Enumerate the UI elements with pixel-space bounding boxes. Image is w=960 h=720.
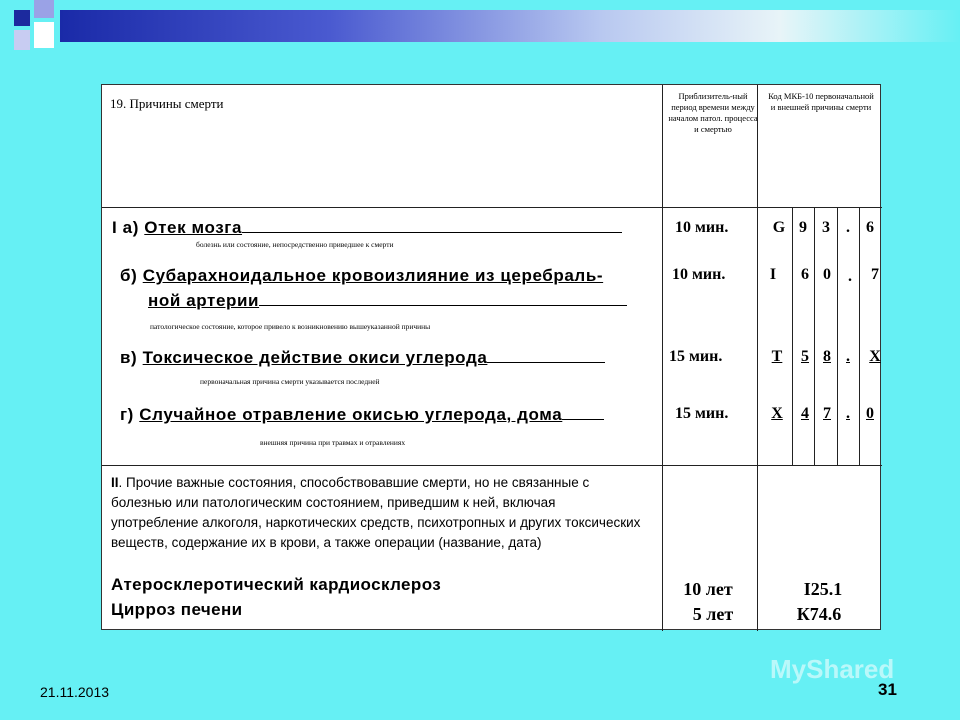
slide-date: 21.11.2013 — [40, 684, 110, 700]
row-a-code-2: 9 — [799, 219, 807, 236]
decor-square — [14, 30, 30, 50]
other-period-2: 5 лет — [692, 604, 734, 624]
divider — [814, 207, 815, 465]
row-c-code-1: T — [771, 348, 783, 365]
divider — [757, 85, 758, 631]
row-a-diagnosis: I а) Отек мозга — [112, 218, 622, 238]
title-gradient-bar — [60, 10, 960, 42]
period-header: Приблизитель-ный период времени между началом патол. процесса и смертью — [668, 91, 758, 134]
row-c-diagnosis: в) Токсическое действие окиси углерода — [120, 348, 605, 368]
slide-number: 31 — [878, 680, 897, 699]
decor-square — [34, 0, 54, 18]
row-b-code-3: 0 — [823, 266, 831, 283]
row-c-note: первоначальная причина смерти указывается последней — [200, 377, 380, 386]
icd-header: Код МКБ-10 первоначальной и внешней причины смерти — [768, 91, 874, 112]
other-conditions-text: II. Прочие важные состояния, способствовавшие смерти, но не связанные с болезнью или патологическим состоянием, приведшим к ней, включая употребление алкоголя, наркотических средств, психотропных и других токсических веществ, содержание их в крови, а также операции (название, дата) — [111, 475, 641, 550]
death-certificate-form — [101, 84, 881, 630]
row-a-note: болезнь или состояние, непосредственно приведшее к смерти — [196, 240, 394, 249]
row-a-code-dot: . — [846, 219, 850, 236]
row-c-period: 15 мин. — [669, 348, 723, 365]
decor-square — [34, 22, 54, 48]
row-d-code-dot: . — [846, 405, 850, 422]
row-c-code-dot: . — [846, 348, 850, 365]
divider — [662, 85, 663, 631]
divider — [102, 465, 882, 466]
row-b-period: 10 мин. — [672, 266, 726, 283]
row-b-note: патологическое состояние, которое привело к возникновению вышеуказанной причины — [150, 322, 431, 331]
other-code-1: I25.1 — [803, 579, 843, 599]
causes-title: 19. Причины смерти — [110, 96, 224, 111]
decor-square — [14, 10, 30, 26]
row-c-code-2: 5 — [801, 348, 809, 365]
row-b-code-dot: . — [848, 268, 852, 285]
row-d-code-5: 0 — [866, 405, 874, 422]
row-c-code-5: X — [869, 348, 881, 365]
row-d-code-1: X — [771, 405, 783, 422]
row-b-code-5: 7 — [871, 266, 879, 283]
watermark: MyShared — [770, 654, 895, 684]
row-b-diagnosis-line1: б) Субарахноидальное кровоизлияние из церебраль- — [120, 266, 604, 285]
row-a-period: 10 мин. — [675, 219, 729, 236]
other-diagnosis-1: Атеросклеротический кардиосклероз — [111, 575, 442, 594]
row-d-note: внешняя причина при травмах и отравлениях — [260, 438, 406, 447]
row-c-code-3: 8 — [823, 348, 831, 365]
row-a-code-3: 3 — [822, 219, 830, 236]
row-b-diagnosis-line2: ной артерии — [148, 291, 627, 311]
divider — [859, 207, 860, 465]
row-a-code-5: 6 — [866, 219, 874, 236]
other-period-1: 10 лет — [683, 579, 733, 599]
row-b-code-2: 6 — [801, 266, 809, 283]
other-diagnosis-2: Цирроз печени — [111, 600, 243, 619]
divider — [837, 207, 838, 465]
row-b-code-1: I — [769, 266, 777, 283]
divider — [792, 207, 793, 465]
row-a-code-1: G — [772, 219, 786, 236]
divider — [102, 207, 882, 208]
row-d-diagnosis: г) Случайное отравление окисью углерода, дома — [120, 405, 604, 425]
row-d-period: 15 мин. — [675, 405, 729, 422]
row-d-code-2: 4 — [801, 405, 809, 422]
other-code-2: К74.6 — [796, 604, 842, 624]
row-d-code-3: 7 — [823, 405, 831, 422]
